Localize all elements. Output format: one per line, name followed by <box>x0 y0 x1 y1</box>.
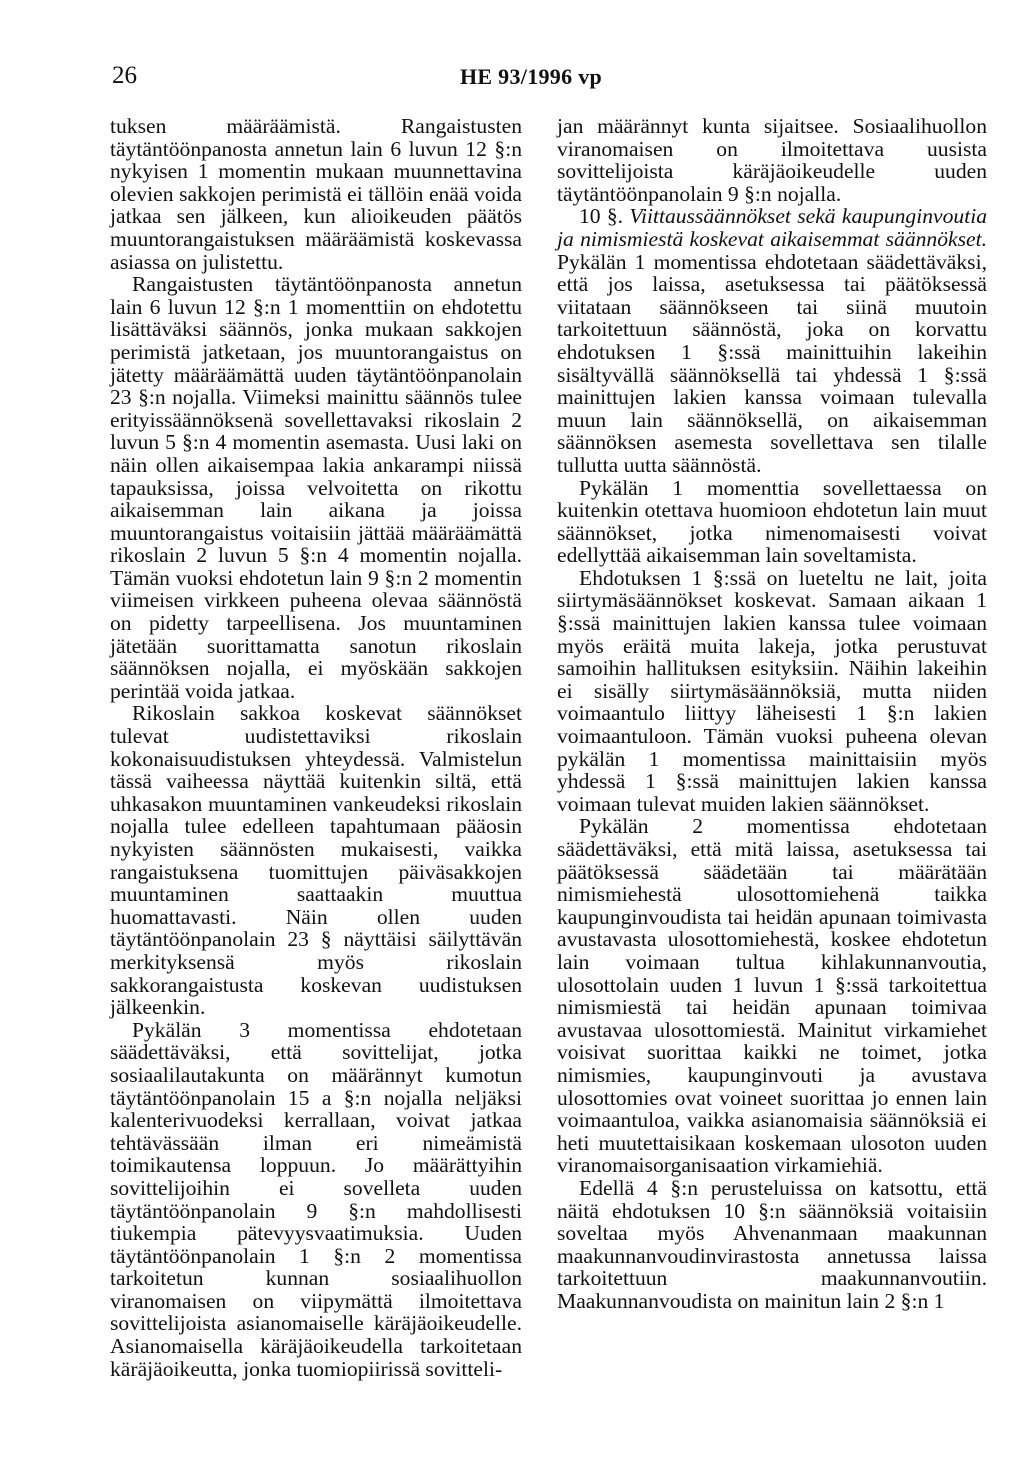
paragraph: jan määrännyt kunta sijaitsee. Sosiaalihuollon viranomaisen on ilmoitettava uusista sovittelijoista käräjäoikeudelle uuden täytäntöönpanolain 9 §:n nojalla. <box>557 114 987 206</box>
paragraph: tuksen määräämistä. Rangaistusten täytäntöönpanosta annetun lain 6 luvun 12 §:n nykyisen 1 momentin mukaan muunnettavina olevien sakkojen perimistä ei tällöin enää voida jatkaa sen jälkeen, kun alioikeuden päätös muuntorangaistuksen määräämistä koskevassa asiassa on julistettu. <box>110 114 522 274</box>
running-head: HE 93/1996 vp <box>460 64 603 89</box>
paragraph: Pykälän 2 momentissa ehdotetaan säädettäväksi, että mitä laissa, asetuksessa tai päätöksessä säädetään tai määrätään nimismiehestä ulosottomiehenä taikka kaupunginvoudista tai heidän apunaan toimivasta avustavasta ulosottomiehestä, koskee ehdotetun lain voimaan tultua kihlakunnanvoutia, ulosottolain uuden 1 luvun 1 §:ssä tarkoitettua nimismiestä tai heidän apunaan toimivaa avustavaa ulosottomiestä. Mainitut virkamiehet voisivat suorittaa kaikki ne toimet, jotka nimismies, kaupunginvouti ja avustava ulosottomies ovat voineet suorittaa jo ennen lain voimaantuloa, vaikka asianomaisia säännöksiä ei heti muutettaisikaan koskemaan ulosoton uuden viranomaisorganisaation virkamiehiä. <box>557 814 987 1178</box>
paragraph: Ehdotuksen 1 §:ssä on lueteltu ne lait, joita siirtymäsäännökset koskevat. Samaan aikaan 1 §:ssä mainittujen lakien kanssa tulee voimaan myös eräitä muita lakeja, jotka perustuvat samoihin hallituksen esityksiin. Näihin lakeihin ei sisälly siirtymäsäännöksiä, mutta niiden voimaantulo liittyy läheisesti 1 §:n lakien voimaantuloon. Tämän vuoksi puheena olevan pykälän 1 momentissa mainittaisiin myös yhdessä 1 §:ssä mainittujen lakien kanssa voimaan tulevat muiden lakien säännökset. <box>557 565 987 816</box>
section-heading: Viittaussäännökset sekä kaupunginvoutia ja nimismiestä koskevat aikaisemmat säännökset. <box>557 204 987 251</box>
page-number: 26 <box>112 62 137 89</box>
section-number: 10 §. <box>579 204 624 229</box>
right-column <box>557 115 987 1312</box>
section-paragraph <box>557 205 987 476</box>
left-column <box>110 115 522 1380</box>
paragraph: Rikoslain sakkoa koskevat säännökset tulevat uudistettaviksi rikoslain kokonaisuudistuksen yhteydessä. Valmistelun tässä vaiheessa näyttää kuitenkin siltä, että uhkasakon muuntaminen vankeudeksi rikoslain nojalla tulee edelleen tapahtumaan pääosin nykyisten säännösten mukaisesti, vaikka rangaistuksena tuomittujen päiväsakkojen muuntaminen saattaakin muuttua huomattavasti. Näin ollen uuden täytäntöönpanolain 23 § näyttäisi säilyttävän merkityksensä myös rikoslain sakkorangaistusta koskevan uudistuksen jälkeenkin. <box>110 701 522 1020</box>
paragraph: Edellä 4 §:n perusteluissa on katsottu, että näitä ehdotuksen 10 §:n säännöksiä voitaisiin soveltaa myös Ahvenanmaan maakunnan maakunnanvoudinvirastosta annetussa laissa tarkoitettuun maakunnanvoutiin. Maakunnanvoudista on mainitun lain 2 §:n 1 <box>557 1175 987 1313</box>
paragraph: Rangaistusten täytäntöönpanosta annetun lain 6 luvun 12 §:n 1 momenttiin on ehdotettu lisättäväksi säännös, jonka mukaan sakkojen perimistä jatketaan, jos muuntorangaistus on jätetty määräämättä uuden täytäntöönpanolain 23 §:n nojalla. Viimeksi mainittu säännös tulee erityissäännöksenä sovellettavaksi rikoslain 2 luvun 5 §:n 4 momentin asemasta. Uusi laki on näin ollen aikaisempaa lakia ankarampi niissä tapauksissa, joissa velvoitetta on rikottu aikaisemman lain aikana ja joissa muuntorangaistus voitaisiin jättää määräämättä rikoslain 2 luvun 5 §:n 4 momentin nojalla. Tämän vuoksi ehdotetun lain 9 §:n 2 momentin viimeisen virkkeen puheena olevaa säännöstä on pidetty tarpeellisena. Jos muuntaminen jätetään suorittamatta sanotun rikoslain säännöksen nojalla, ei myöskään sakkojen perintää voida jatkaa. <box>110 272 522 703</box>
paragraph: Pykälän 1 momenttia sovellettaessa on kuitenkin otettava huomioon ehdotetun lain muut säännökset, jotka nimenomaisesti voivat edellyttää aikaisemman lain soveltamista. <box>557 475 987 568</box>
section-body: Pykälän 1 momentissa ehdotetaan säädettäväksi, että jos laissa, asetuksessa tai päätöksessä viitataan säännökseen tai siinä muutoin tarkoitettuun säännöstä, joka on korvattu ehdotuksen 1 §:ssä mainittuihin lakeihin sisältyvällä säännöksellä tai yhdessä 1 §:ssä mainittujen lakien kanssa voimaan tulevalla muun lain säännöksellä, on aikaisemman säännöksen asemesta sovellettava sen tilalle tullutta uutta säännöstä. <box>557 249 987 477</box>
paragraph: Pykälän 3 momentissa ehdotetaan säädettäväksi, että sovittelijat, jotka sosiaalilautakunta on määrännyt kumotun täytäntöönpanolain 15 a §:n nojalla neljäksi kalenterivuodeksi kerrallaan, voivat jatkaa tehtävässään ilman eri nimeämistä toimikautensa loppuun. Jo määrättyihin sovittelijoihin ei sovelleta uuden täytäntöönpanolain 9 §:n mahdollisesti tiukempia pätevyysvaatimuksia. Uuden täytäntöönpanolain 1 §:n 2 momentissa tarkoitetun kunnan sosiaalihuollon viranomaisen on viipymättä ilmoitettava sovittelijoista asianomaiselle käräjäoikeudelle. Asianomaisella käräjäoikeudella tarkoitetaan käräjäoikeutta, jonka tuomiopiirissä sovitteli- <box>110 1017 522 1381</box>
